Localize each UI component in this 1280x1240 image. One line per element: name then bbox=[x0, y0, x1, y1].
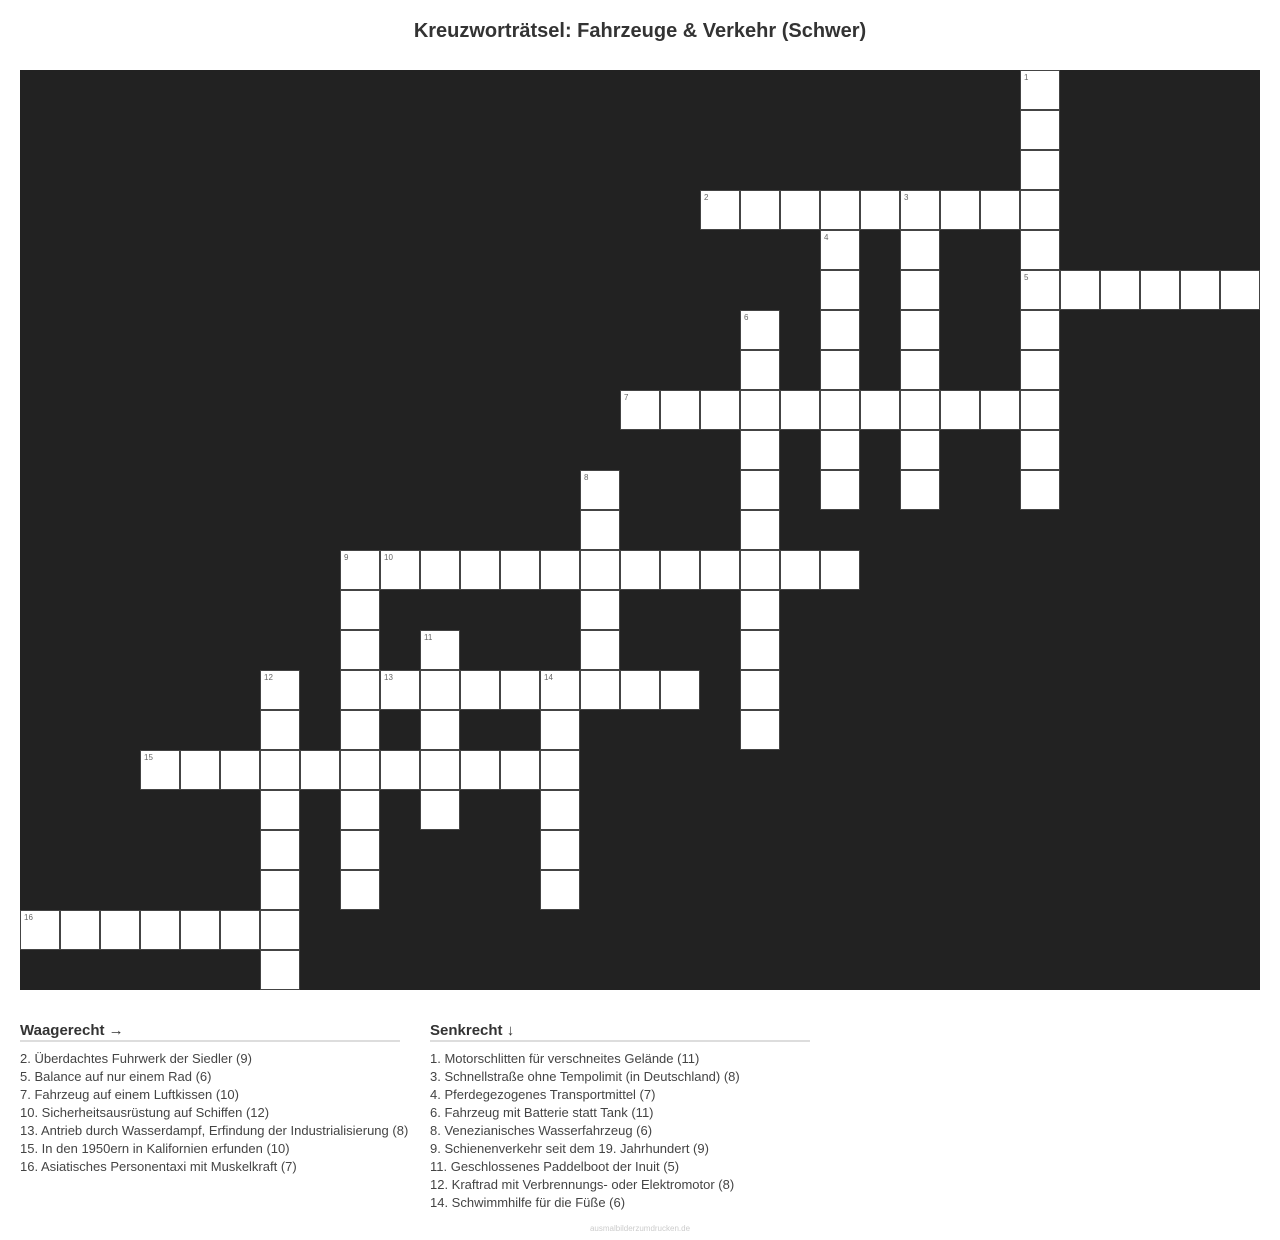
grid-cell[interactable] bbox=[740, 350, 780, 390]
grid-cell[interactable] bbox=[260, 870, 300, 910]
grid-cell[interactable] bbox=[340, 710, 380, 750]
grid-cell[interactable] bbox=[660, 670, 700, 710]
across-heading: Waagerecht → bbox=[20, 1022, 400, 1042]
grid-cell[interactable] bbox=[820, 350, 860, 390]
grid-cell[interactable] bbox=[340, 870, 380, 910]
grid-cell[interactable] bbox=[60, 910, 100, 950]
clue-item: 6. Fahrzeug mit Batterie statt Tank (11) bbox=[430, 1105, 654, 1120]
grid-cell[interactable] bbox=[540, 750, 580, 790]
grid-cell[interactable] bbox=[1020, 430, 1060, 470]
grid-cell[interactable] bbox=[580, 510, 620, 550]
grid-cell[interactable] bbox=[700, 390, 740, 430]
clue-item: 16. Asiatisches Personentaxi mit Muskelkraft (7) bbox=[20, 1159, 297, 1174]
grid-cell[interactable] bbox=[740, 670, 780, 710]
across-clue-list bbox=[20, 1050, 409, 1176]
grid-cell[interactable] bbox=[1020, 70, 1060, 110]
grid-cell[interactable] bbox=[740, 710, 780, 750]
grid-cell[interactable] bbox=[1020, 390, 1060, 430]
grid-cell[interactable] bbox=[1020, 270, 1060, 310]
clue-item: 9. Schienenverkehr seit dem 19. Jahrhundert (9) bbox=[430, 1141, 709, 1156]
grid-cell[interactable] bbox=[740, 590, 780, 630]
cell-number: 1 bbox=[1024, 73, 1029, 82]
grid-cell[interactable] bbox=[380, 670, 420, 710]
clue-item: 10. Sicherheitsausrüstung auf Schiffen (12) bbox=[20, 1105, 270, 1120]
grid-cell[interactable] bbox=[740, 390, 780, 430]
grid-cell[interactable] bbox=[820, 190, 860, 230]
grid-cell[interactable] bbox=[860, 390, 900, 430]
grid-cell[interactable] bbox=[1020, 230, 1060, 270]
grid-cell[interactable] bbox=[900, 310, 940, 350]
cell-number: 13 bbox=[384, 673, 393, 682]
grid-cell[interactable] bbox=[540, 830, 580, 870]
clue-item: 14. Schwimmhilfe für die Füße (6) bbox=[430, 1195, 626, 1210]
cell-number: 5 bbox=[1024, 273, 1029, 282]
crossword-grid bbox=[20, 70, 1260, 990]
grid-cell[interactable] bbox=[620, 390, 660, 430]
grid-cell[interactable] bbox=[1020, 150, 1060, 190]
grid-cell[interactable] bbox=[260, 790, 300, 830]
cell-number: 15 bbox=[144, 753, 153, 762]
grid-cell[interactable] bbox=[340, 790, 380, 830]
grid-cell[interactable] bbox=[740, 550, 780, 590]
grid-cell[interactable] bbox=[1100, 270, 1140, 310]
grid-cell[interactable] bbox=[660, 550, 700, 590]
cell-number: 10 bbox=[384, 553, 393, 562]
grid-cell[interactable] bbox=[260, 950, 300, 990]
grid-cell[interactable] bbox=[580, 470, 620, 510]
grid-cell[interactable] bbox=[820, 230, 860, 270]
grid-cell[interactable] bbox=[500, 750, 540, 790]
grid-cell[interactable] bbox=[180, 750, 220, 790]
grid-cell[interactable] bbox=[900, 390, 940, 430]
grid-cell[interactable] bbox=[420, 710, 460, 750]
cell-number: 7 bbox=[624, 393, 629, 402]
grid-cell[interactable] bbox=[660, 390, 700, 430]
cell-number: 3 bbox=[904, 193, 909, 202]
grid-cell[interactable] bbox=[460, 550, 500, 590]
across-clues-section bbox=[20, 1022, 409, 1176]
grid-cell[interactable] bbox=[980, 190, 1020, 230]
grid-cell[interactable] bbox=[940, 390, 980, 430]
grid-cell[interactable] bbox=[820, 470, 860, 510]
grid-cell[interactable] bbox=[460, 750, 500, 790]
grid-cell[interactable] bbox=[260, 710, 300, 750]
grid-cell[interactable] bbox=[740, 190, 780, 230]
grid-cell[interactable] bbox=[420, 750, 460, 790]
grid-cell[interactable] bbox=[340, 830, 380, 870]
grid-cell[interactable] bbox=[1020, 190, 1060, 230]
grid-cell[interactable] bbox=[900, 350, 940, 390]
cell-number: 4 bbox=[824, 233, 829, 242]
clue-item: 8. Venezianisches Wasserfahrzeug (6) bbox=[430, 1123, 653, 1138]
grid-cell[interactable] bbox=[900, 470, 940, 510]
grid-cell[interactable] bbox=[140, 750, 180, 790]
clue-item: 12. Kraftrad mit Verbrennungs- oder Elektromotor (8) bbox=[430, 1177, 735, 1192]
grid-cell[interactable] bbox=[460, 670, 500, 710]
grid-cell[interactable] bbox=[860, 190, 900, 230]
grid-cell[interactable] bbox=[820, 390, 860, 430]
grid-cell[interactable] bbox=[1140, 270, 1180, 310]
down-heading: Senkrecht ↓ bbox=[430, 1022, 810, 1042]
grid-cell[interactable] bbox=[540, 550, 580, 590]
grid-cell[interactable] bbox=[220, 910, 260, 950]
grid-cell[interactable] bbox=[580, 590, 620, 630]
grid-cell[interactable] bbox=[1020, 310, 1060, 350]
grid-cell[interactable] bbox=[380, 550, 420, 590]
grid-cell[interactable] bbox=[340, 750, 380, 790]
grid-cell[interactable] bbox=[780, 550, 820, 590]
grid-cell[interactable] bbox=[620, 550, 660, 590]
grid-cell[interactable] bbox=[820, 270, 860, 310]
grid-cell[interactable] bbox=[540, 710, 580, 750]
cell-number: 12 bbox=[264, 673, 273, 682]
down-clues-section bbox=[430, 1022, 810, 1212]
grid-cell[interactable] bbox=[740, 470, 780, 510]
grid-cell[interactable] bbox=[900, 230, 940, 270]
clue-item: 2. Überdachtes Fuhrwerk der Siedler (9) bbox=[20, 1051, 252, 1066]
grid-cell[interactable] bbox=[340, 630, 380, 670]
grid-cell[interactable] bbox=[540, 790, 580, 830]
clue-item: 11. Geschlossenes Paddelboot der Inuit (5) bbox=[430, 1159, 680, 1174]
grid-cell[interactable] bbox=[380, 750, 420, 790]
grid-cell[interactable] bbox=[540, 670, 580, 710]
grid-cell[interactable] bbox=[260, 910, 300, 950]
cell-number: 8 bbox=[584, 473, 589, 482]
grid-cell[interactable] bbox=[820, 310, 860, 350]
grid-cell[interactable] bbox=[740, 310, 780, 350]
grid-cell[interactable] bbox=[700, 550, 740, 590]
grid-cell[interactable] bbox=[1180, 270, 1220, 310]
grid-cell[interactable] bbox=[740, 430, 780, 470]
grid-cell[interactable] bbox=[220, 750, 260, 790]
grid-cell[interactable] bbox=[580, 670, 620, 710]
grid-cell[interactable] bbox=[820, 430, 860, 470]
clue-item: 1. Motorschlitten für verschneites Gelände (11) bbox=[430, 1051, 700, 1066]
grid-cell[interactable] bbox=[340, 550, 380, 590]
grid-cell[interactable] bbox=[900, 430, 940, 470]
grid-cell[interactable] bbox=[580, 630, 620, 670]
grid-cell[interactable] bbox=[300, 750, 340, 790]
grid-cell[interactable] bbox=[1020, 470, 1060, 510]
grid-cell[interactable] bbox=[780, 390, 820, 430]
grid-cell[interactable] bbox=[340, 590, 380, 630]
grid-cell[interactable] bbox=[1220, 270, 1260, 310]
grid-cell[interactable] bbox=[580, 550, 620, 590]
grid-cell[interactable] bbox=[260, 830, 300, 870]
grid-cell[interactable] bbox=[900, 190, 940, 230]
grid-cell[interactable] bbox=[940, 190, 980, 230]
grid-cell[interactable] bbox=[620, 670, 660, 710]
grid-cell[interactable] bbox=[100, 910, 140, 950]
cell-number: 16 bbox=[24, 913, 33, 922]
grid-cell[interactable] bbox=[420, 670, 460, 710]
grid-cell[interactable] bbox=[260, 750, 300, 790]
grid-cell[interactable] bbox=[1060, 270, 1100, 310]
grid-cell[interactable] bbox=[20, 910, 60, 950]
grid-cell[interactable] bbox=[180, 910, 220, 950]
clue-item: 15. In den 1950ern in Kalifornien erfunden (10) bbox=[20, 1141, 290, 1156]
grid-cell[interactable] bbox=[740, 630, 780, 670]
grid-cell[interactable] bbox=[740, 510, 780, 550]
grid-cell[interactable] bbox=[140, 910, 180, 950]
grid-cell[interactable] bbox=[540, 870, 580, 910]
clue-item: 3. Schnellstraße ohne Tempolimit (in Deutschland) (8) bbox=[430, 1069, 740, 1084]
grid-cell[interactable] bbox=[820, 550, 860, 590]
grid-cell[interactable] bbox=[780, 190, 820, 230]
grid-cell[interactable] bbox=[420, 550, 460, 590]
cell-number: 14 bbox=[544, 673, 553, 682]
footer-credit: ausmalbilderzumdrucken.de bbox=[589, 1224, 691, 1233]
grid-cell[interactable] bbox=[900, 270, 940, 310]
clue-item: 7. Fahrzeug auf einem Luftkissen (10) bbox=[20, 1087, 239, 1102]
grid-cell[interactable] bbox=[980, 390, 1020, 430]
grid-cell[interactable] bbox=[420, 790, 460, 830]
grid-cell[interactable] bbox=[1020, 110, 1060, 150]
cell-number: 11 bbox=[424, 633, 433, 642]
clue-item: 4. Pferdegezogenes Transportmittel (7) bbox=[430, 1087, 656, 1102]
clue-item: 13. Antrieb durch Wasserdampf, Erfindung der Industrialisierung (8) bbox=[20, 1123, 409, 1138]
cell-number: 6 bbox=[744, 313, 749, 322]
grid-cell[interactable] bbox=[1020, 350, 1060, 390]
down-clue-list bbox=[430, 1050, 810, 1212]
grid-cell[interactable] bbox=[420, 630, 460, 670]
grid-cell[interactable] bbox=[700, 190, 740, 230]
clue-item: 5. Balance auf nur einem Rad (6) bbox=[20, 1069, 212, 1084]
grid-cell[interactable] bbox=[260, 670, 300, 710]
grid-cell[interactable] bbox=[500, 550, 540, 590]
puzzle-title: Kreuzworträtsel: Fahrzeuge & Verkehr (Schwer) bbox=[413, 20, 867, 42]
grid-cell[interactable] bbox=[500, 670, 540, 710]
cell-number: 9 bbox=[344, 553, 349, 562]
grid-cell[interactable] bbox=[340, 670, 380, 710]
cell-number: 2 bbox=[704, 193, 709, 202]
